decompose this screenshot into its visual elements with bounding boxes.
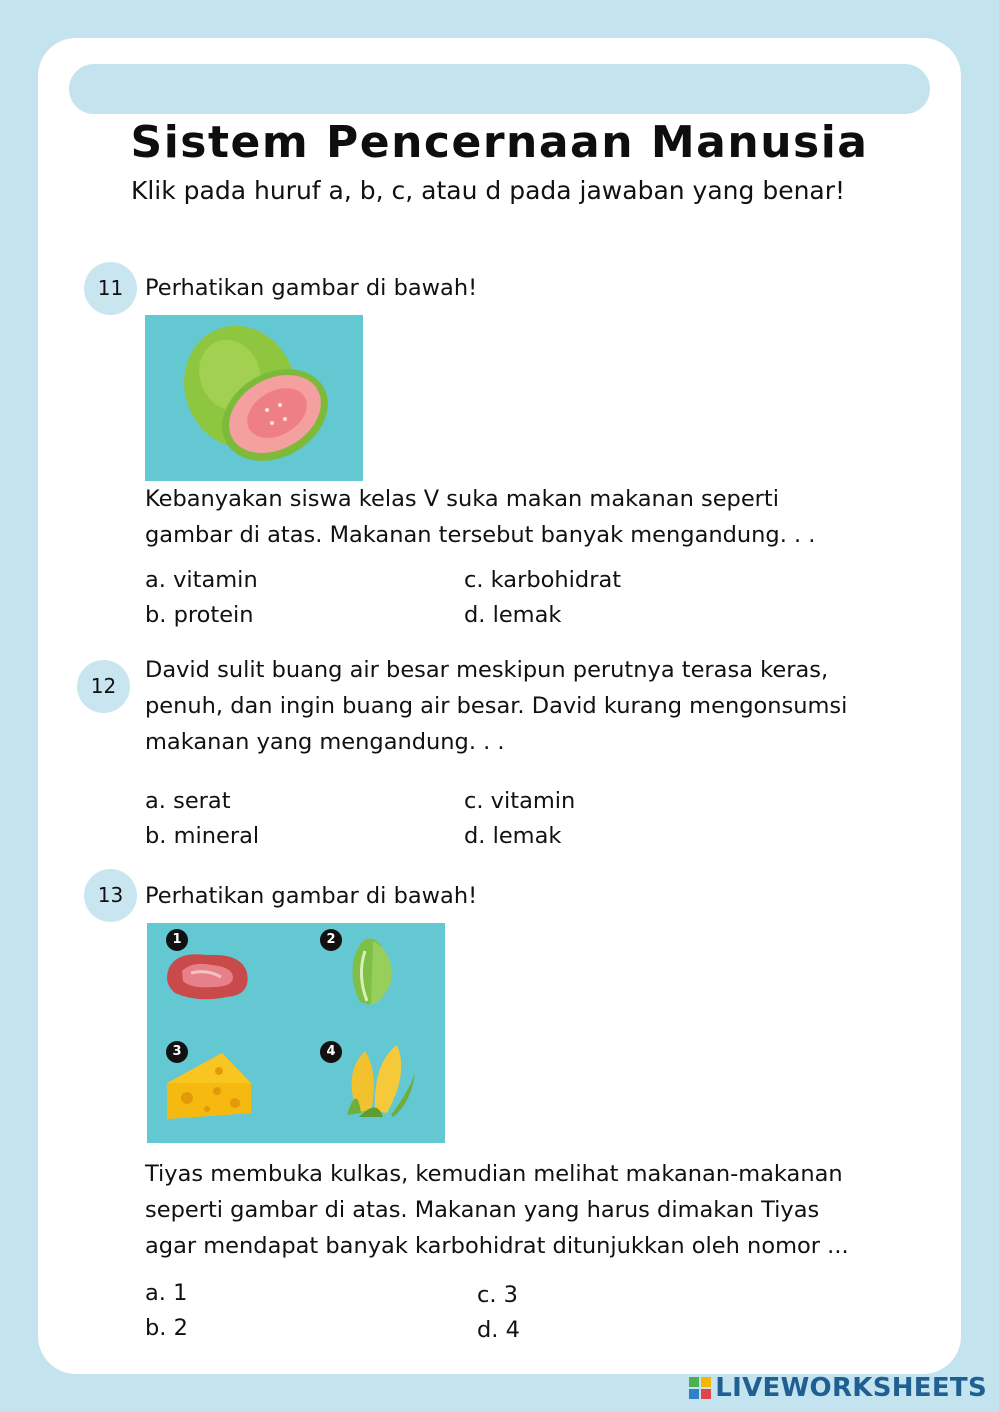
question-13-line-3: agar mendapat banyak karbohidrat ditunjukkan oleh nomor ... bbox=[145, 1233, 849, 1259]
lettuce-icon bbox=[352, 938, 391, 1005]
q12-option-a[interactable]: a. serat bbox=[145, 788, 231, 814]
food-illustrations bbox=[147, 923, 445, 1143]
question-13-line-1: Tiyas membuka kulkas, kemudian melihat makanan-makanan bbox=[145, 1161, 843, 1187]
food-label-3: 3 bbox=[166, 1041, 188, 1063]
liveworksheets-logo[interactable] bbox=[689, 1371, 987, 1405]
question-13-line-2: seperti gambar di atas. Makanan yang harus dimakan Tiyas bbox=[145, 1197, 820, 1223]
question-11-line-2: gambar di atas. Makanan tersebut banyak mengandung. . . bbox=[145, 522, 816, 548]
corn-icon bbox=[347, 1045, 415, 1117]
question-12-line-3: makanan yang mengandung. . . bbox=[145, 729, 505, 755]
food-label-2: 2 bbox=[320, 929, 342, 951]
page-title: Sistem Pencernaan Manusia bbox=[130, 117, 869, 168]
meat-icon bbox=[167, 954, 248, 999]
q11-option-c[interactable]: c. karbohidrat bbox=[464, 567, 622, 593]
q12-option-c[interactable]: c. vitamin bbox=[464, 788, 576, 814]
question-number-12: 12 bbox=[77, 660, 130, 713]
liveworksheets-icon bbox=[689, 1377, 711, 1399]
question-11-prompt: Perhatikan gambar di bawah! bbox=[145, 275, 478, 301]
guava-icon bbox=[145, 315, 363, 481]
food-label-1: 1 bbox=[166, 929, 188, 951]
q11-option-b[interactable]: b. protein bbox=[145, 602, 254, 628]
guava-image bbox=[145, 315, 363, 481]
q13-option-c[interactable]: c. 3 bbox=[477, 1282, 518, 1308]
q13-option-b[interactable]: b. 2 bbox=[145, 1315, 188, 1341]
question-12-line-2: penuh, dan ingin buang air besar. David kurang mengonsumsi bbox=[145, 693, 848, 719]
q12-option-b[interactable]: b. mineral bbox=[145, 823, 260, 849]
question-number-13: 13 bbox=[84, 869, 137, 922]
brand-name: LIVEWORKSHEETS bbox=[715, 1373, 987, 1403]
cheese-icon bbox=[167, 1053, 251, 1119]
question-12-line-1: David sulit buang air besar meskipun perutnya terasa keras, bbox=[145, 657, 829, 683]
food-label-4: 4 bbox=[320, 1041, 342, 1063]
q13-option-d[interactable]: d. 4 bbox=[477, 1317, 520, 1343]
question-number-11: 11 bbox=[84, 262, 137, 315]
question-11-line-1: Kebanyakan siswa kelas V suka makan makanan seperti bbox=[145, 486, 780, 512]
q13-option-a[interactable]: a. 1 bbox=[145, 1280, 188, 1306]
q11-option-a[interactable]: a. vitamin bbox=[145, 567, 258, 593]
q12-option-d[interactable]: d. lemak bbox=[464, 823, 562, 849]
food-choices-image bbox=[147, 923, 445, 1143]
q11-option-d[interactable]: d. lemak bbox=[464, 602, 562, 628]
question-13-prompt: Perhatikan gambar di bawah! bbox=[145, 883, 478, 909]
header-bar bbox=[69, 64, 930, 114]
instruction-text: Klik pada huruf a, b, c, atau d pada jawaban yang benar! bbox=[130, 176, 846, 205]
